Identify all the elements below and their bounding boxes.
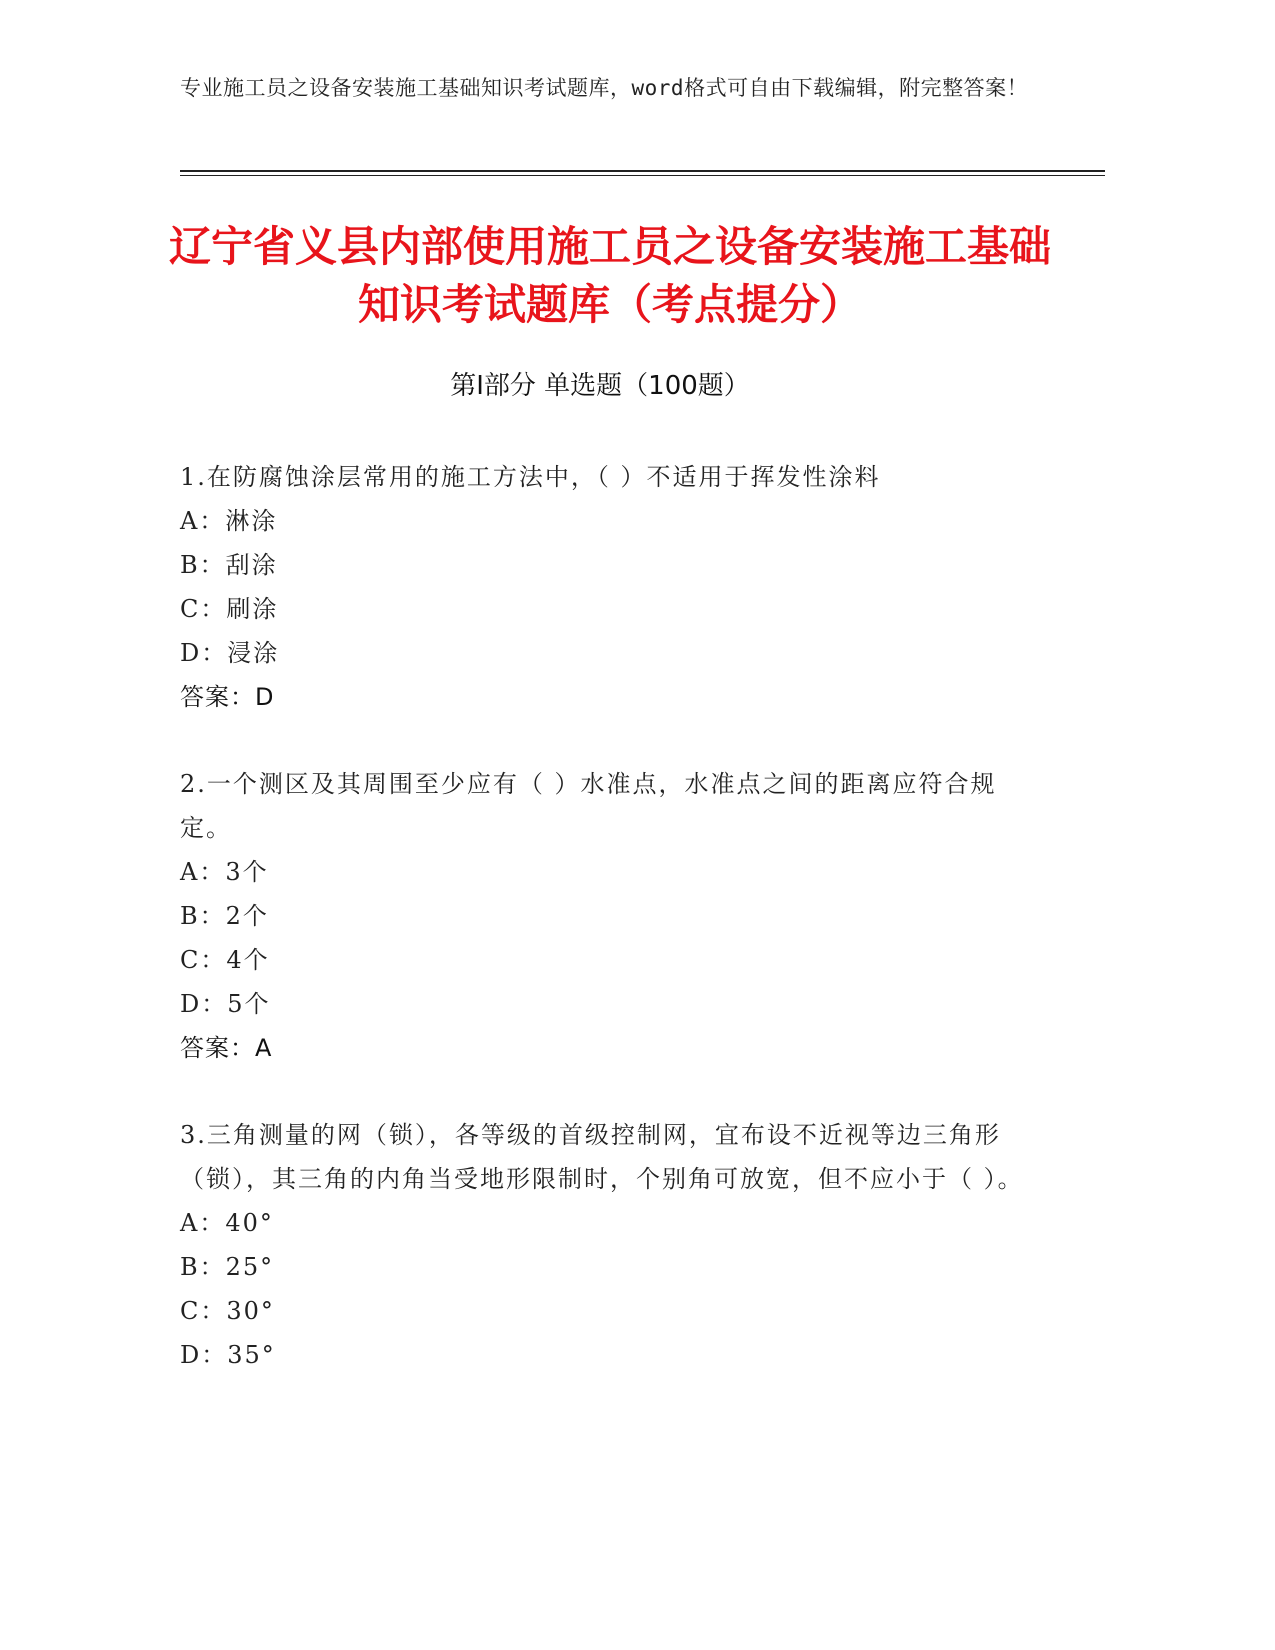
header-divider-thick xyxy=(180,170,1105,172)
option-d: D：5个 xyxy=(180,990,271,1018)
option-a: A：40° xyxy=(180,1209,274,1237)
question-item xyxy=(180,762,1040,1070)
section-title: 第Ⅰ部分 单选题（100题） xyxy=(450,371,750,401)
option-b: B：25° xyxy=(180,1253,275,1281)
option-d: D：35° xyxy=(180,1341,276,1369)
option-c: C：30° xyxy=(180,1297,275,1325)
question-stem: 3.三角测量的网（锁），各等级的首级控制网，宜布设不近视等边三角形（锁），其三角的内角当受地形限制时，个别角可放宽，但不应小于（ ）。 xyxy=(180,1121,1024,1193)
option-d: D：浸涂 xyxy=(180,639,280,667)
question-item xyxy=(180,1113,1040,1377)
question-stem: 1.在防腐蚀涂层常用的施工方法中，（ ）不适用于挥发性涂料 xyxy=(180,463,881,491)
question-list xyxy=(180,455,1040,1420)
option-b: B：2个 xyxy=(180,902,269,930)
answer-line: 答案：A xyxy=(180,1034,273,1062)
option-a: A：3个 xyxy=(180,858,269,886)
option-a: A：淋涂 xyxy=(180,507,278,535)
header-divider-thin xyxy=(180,175,1105,176)
option-c: C：刷涂 xyxy=(180,595,279,623)
question-item xyxy=(180,455,1040,719)
option-c: C：4个 xyxy=(180,946,270,974)
option-b: B：刮涂 xyxy=(180,551,278,579)
answer-line: 答案：D xyxy=(180,683,275,711)
document-title: 辽宁省义县内部使用施工员之设备安装施工基础知识考试题库（考点提分） xyxy=(168,222,1051,329)
question-stem: 2.一个测区及其周围至少应有（ ）水准点，水准点之间的距离应符合规定。 xyxy=(180,770,997,842)
header-note: 专业施工员之设备安装施工基础知识考试题库，word格式可自由下载编辑，附完整答案！ xyxy=(180,76,1029,100)
